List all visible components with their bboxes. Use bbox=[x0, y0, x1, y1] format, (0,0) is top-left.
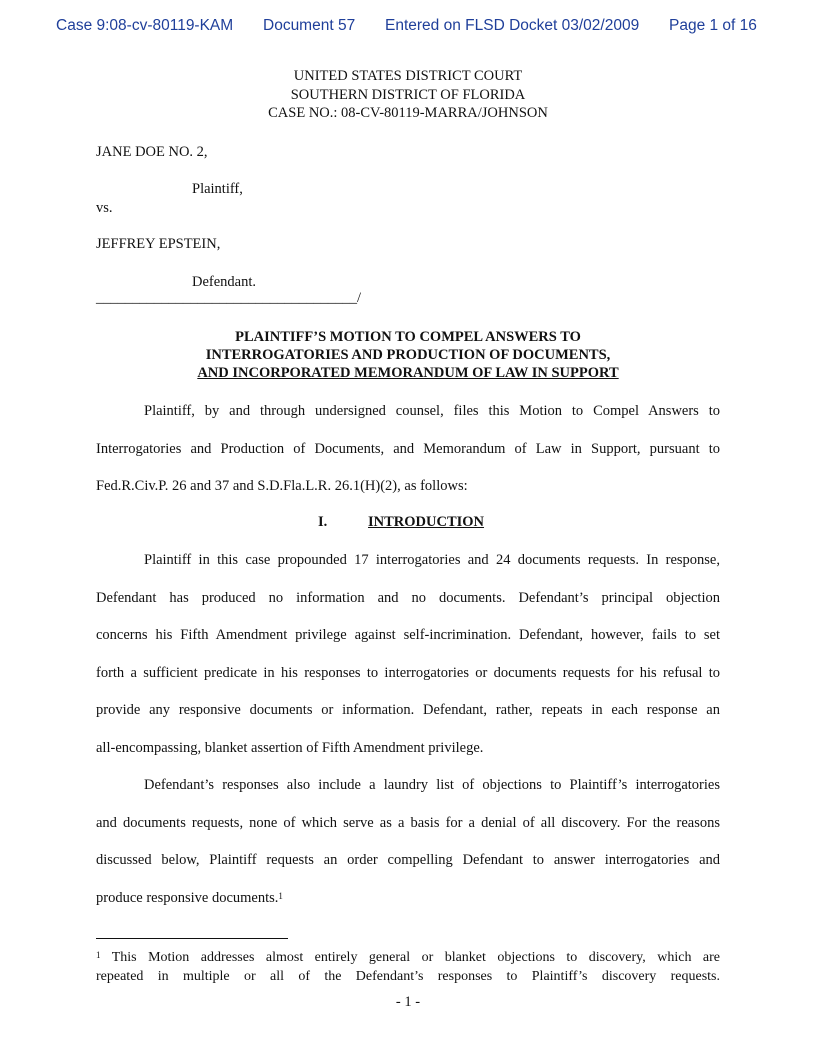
paragraph-line: concerns his Fifth Amendment privilege against self-incrimination. Defendant, however, fails to set bbox=[96, 627, 720, 643]
footnote-marker: 1 bbox=[96, 950, 101, 960]
paragraph-line: Interrogatories and Production of Documents, and Memorandum of Law in Support, pursuant to bbox=[96, 440, 720, 457]
defendant-name: JEFFREY EPSTEIN, bbox=[96, 236, 221, 252]
paragraph-line: all-encompassing, blanket assertion of Fifth Amendment privilege. bbox=[96, 739, 484, 756]
paragraph-line: Defendant has produced no information and no documents. Defendant’s principal objection bbox=[96, 589, 720, 606]
paragraph-text: produce responsive documents. bbox=[96, 889, 279, 906]
paragraph-line: provide any responsive documents or information. Defendant, rather, repeats in each response an bbox=[96, 702, 720, 718]
paragraph-line: forth a sufficient predicate in his responses to interrogatories or documents requests for his refusal to bbox=[96, 664, 720, 681]
paragraph-line: Plaintiff in this case propounded 17 interrogatories and 24 documents requests. In response, bbox=[144, 552, 720, 568]
paragraph-line: and documents requests, none of which serve as a basis for a denial of all discovery. For the reasons bbox=[96, 814, 720, 831]
defendant-role: Defendant. bbox=[192, 274, 257, 290]
body-paragraph bbox=[96, 542, 720, 767]
footnote-reference[interactable]: 1 bbox=[278, 890, 283, 901]
paragraph-line: Fed.R.Civ.P. 26 and 37 and S.D.Fla.L.R. 26.1(H)(2), as follows: bbox=[96, 478, 468, 494]
paragraph-line: Plaintiff, by and through undersigned counsel, files this Motion to Compel Answers to bbox=[144, 403, 720, 419]
body-paragraph bbox=[96, 767, 720, 917]
motion-title bbox=[0, 328, 816, 382]
plaintiff-name: JANE DOE NO. 2, bbox=[96, 144, 208, 160]
versus: vs. bbox=[96, 200, 113, 216]
paragraph-line bbox=[96, 880, 720, 918]
case-number-stamp: Case 9:08-cv-80119-KAM bbox=[56, 17, 234, 34]
section-number: I. bbox=[318, 514, 328, 530]
footnote-divider bbox=[96, 938, 288, 939]
footnote-text: This Motion addresses almost entirely general or blanket objections to discovery, which are bbox=[100, 950, 720, 965]
plaintiff-role: Plaintiff, bbox=[192, 181, 243, 197]
page-number: - 1 - bbox=[395, 994, 421, 1010]
docket-entry-stamp: Entered on FLSD Docket 03/02/2009 bbox=[385, 17, 640, 34]
document-number-stamp: Document 57 bbox=[263, 17, 356, 34]
motion-title-line: PLAINTIFF’S MOTION TO COMPEL ANSWERS TO bbox=[235, 329, 581, 345]
court-name: UNITED STATES DISTRICT COURT bbox=[293, 68, 523, 84]
section-title: INTRODUCTION bbox=[368, 514, 485, 530]
footnote-line: repeated in multiple or all of the Defendant’s responses to Plaintiff’s discovery requests. bbox=[96, 969, 720, 984]
motion-title-line: INTERROGATORIES AND PRODUCTION OF DOCUMENTS, bbox=[205, 347, 611, 363]
intro-paragraph bbox=[96, 393, 720, 506]
page-count-stamp: Page 1 of 16 bbox=[669, 17, 757, 34]
motion-title-line: AND INCORPORATED MEMORANDUM OF LAW IN SUPPORT bbox=[197, 365, 619, 381]
footnote bbox=[96, 948, 720, 986]
paragraph-line: Defendant’s responses also include a laundry list of objections to Plaintiff’s interrogatories bbox=[144, 777, 720, 793]
paragraph-line: discussed below, Plaintiff requests an order compelling Defendant to answer interrogatories and bbox=[96, 852, 720, 868]
footnote-line bbox=[96, 948, 720, 967]
court-district: SOUTHERN DISTRICT OF FLORIDA bbox=[290, 87, 526, 103]
case-number: CASE NO.: 08-CV-80119-MARRA/JOHNSON bbox=[268, 105, 548, 121]
caption-rule: ____________________________________/ bbox=[96, 290, 362, 306]
